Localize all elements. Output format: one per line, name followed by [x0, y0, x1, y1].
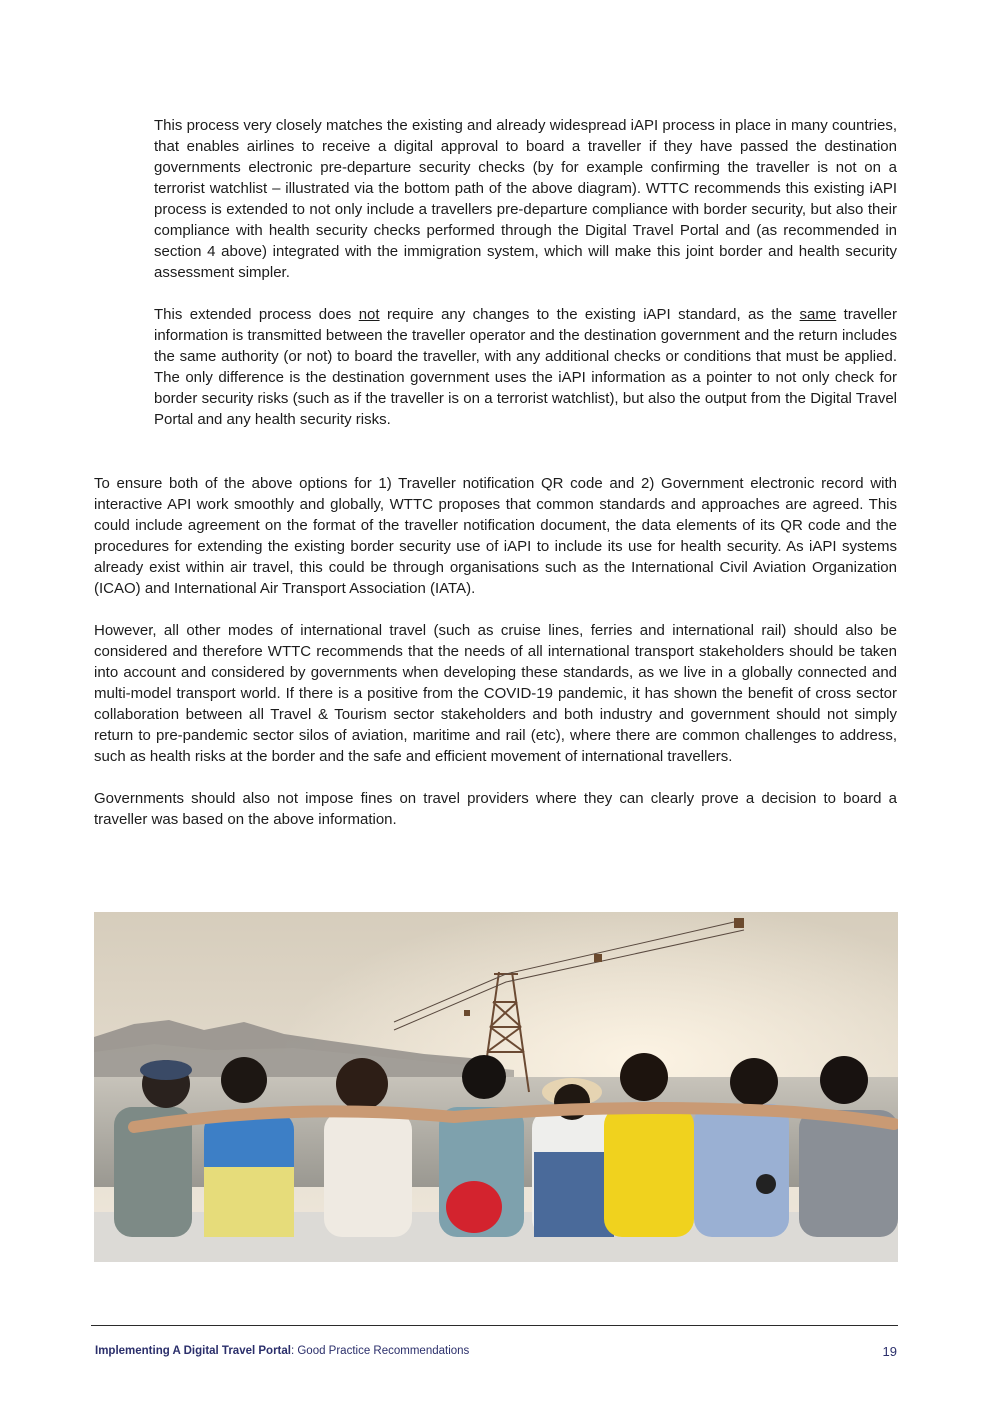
footer-document-title: [95, 1345, 469, 1357]
p2-text-c: traveller information is transmitted between the traveller operator and the destination government and the return includes the same authority (or not) to board the traveller, with any additional checks or conditions that must be applied. The only difference is the destination government uses the iAPI information as a pointer to not only check for border security risks (such as if the traveller is on a terrorist watchlist), but also the output from the Digital Travel Portal and any health security risks.: [154, 306, 897, 428]
group-photo: [94, 912, 898, 1262]
paragraph-fines: Governments should also not impose fines on travel providers where they can clearly prove a decision to board a traveller was based on the above information.: [94, 790, 897, 828]
paragraph-extended-process: [154, 304, 897, 430]
main-section: [94, 473, 897, 830]
footer-title-rest: : Good Practice Recommendations: [290, 1345, 470, 1357]
footer-title-bold: Implementing A Digital Travel Portal: [95, 1345, 291, 1357]
paragraph-iapi-process: This process very closely matches the existing and already widespread iAPI process in place in many countries, that enables airlines to receive a digital approval to board a traveller if they have passed the destination governments electronic pre-departure security checks (by for example confirming the traveller is not on a terrorist watchlist – illustrated via the bottom path of the above diagram). WTTC recommends this existing iAPI process is extended to not only include a travellers pre-departure compliance with border security, but also their compliance with health security checks performed through the Digital Travel Portal and (as recommended in section 4 above) integrated with the immigration system, which will make this joint border and health security assessment simpler.: [154, 117, 897, 281]
p2-underlined-same: same: [799, 306, 837, 323]
p2-underlined-not: not: [358, 306, 380, 323]
footer-divider: [91, 1325, 898, 1326]
p2-text-b: require any changes to the existing iAPI standard, as the: [379, 306, 800, 323]
indented-section: [154, 115, 897, 430]
page-number: 19: [882, 1344, 897, 1359]
p2-text-a: This extended process does: [154, 306, 359, 323]
paragraph-all-modes: However, all other modes of international travel (such as cruise lines, ferries and international rail) should also be considered and therefore WTTC recommends that the needs of all international transport stakeholders should be taken into account and considered by governments when developing these standards, as we live in a globally connected and multi-model transport world. If there is a positive from the COVID-19 pandemic, it has shown the benefit of cross sector collaboration between all Travel & Tourism sector stakeholders and both industry and government should not simply return to pre-pandemic sector silos of aviation, maritime and rail (etc), where there are common challenges to address, such as health risks at the border and the safe and efficient movement of international travellers.: [94, 622, 897, 765]
paragraph-common-standards: To ensure both of the above options for 1) Traveller notification QR code and 2) Government electronic record with interactive API work smoothly and globally, WTTC proposes that common standards and approaches are agreed. This could include agreement on the format of the traveller notification document, the data elements of its QR code and the procedures for extending the existing border security use of iAPI to include its use for health security. As iAPI systems already exist within air travel, this could be through organisations such as the International Civil Aviation Organization (ICAO) and International Air Transport Association (IATA).: [94, 475, 897, 597]
